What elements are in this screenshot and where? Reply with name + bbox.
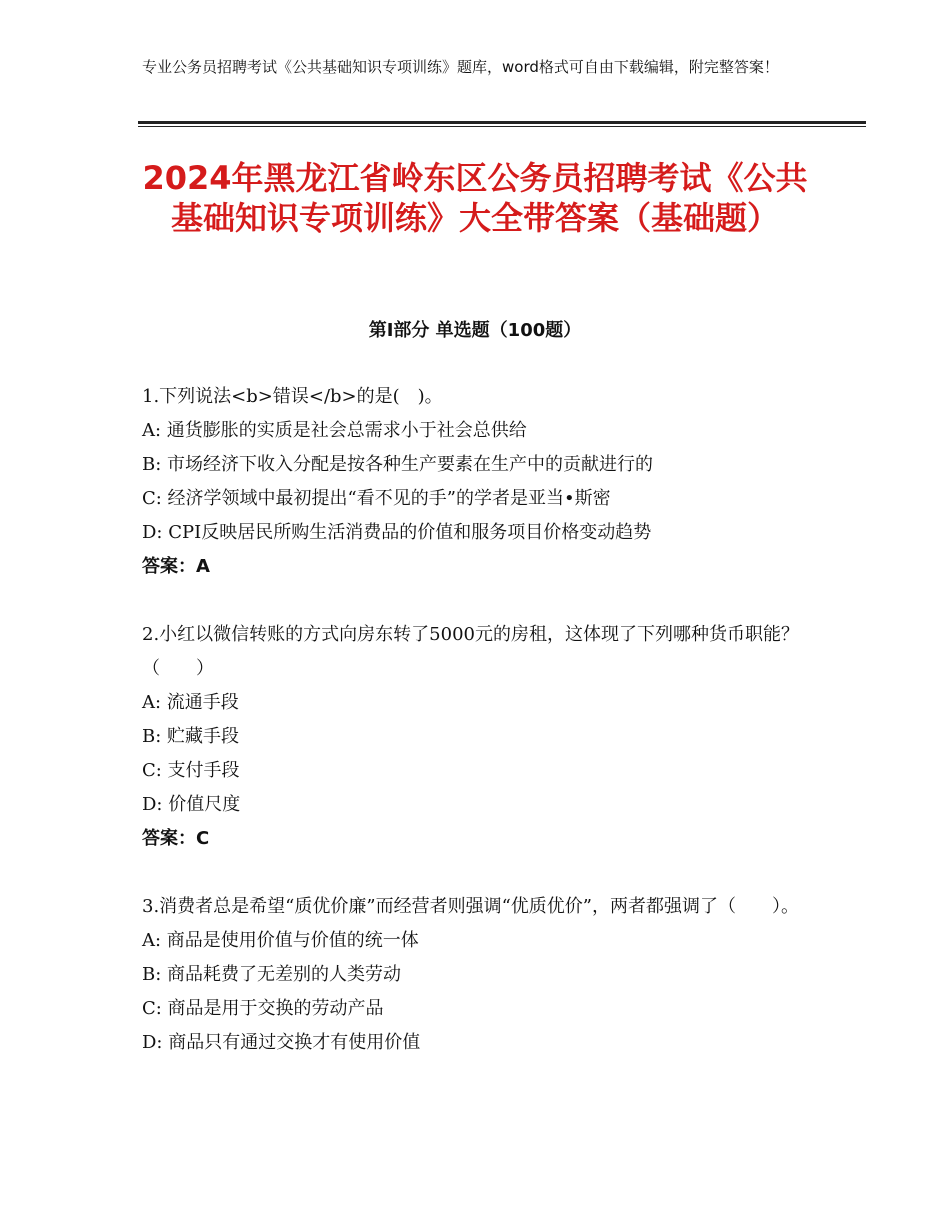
question-stem: 1.下列说法<b>错误</b>的是( )。 bbox=[142, 386, 443, 407]
question-1 bbox=[142, 380, 812, 584]
header-divider-thin bbox=[138, 126, 866, 127]
option-d: D: 价值尺度 bbox=[142, 794, 241, 815]
option-c: C: 支付手段 bbox=[142, 760, 240, 781]
option-c: C: 商品是用于交换的劳动产品 bbox=[142, 998, 384, 1019]
option-d: D: CPI反映居民所购生活消费品的价值和服务项目价格变动趋势 bbox=[142, 522, 652, 543]
option-b: B: 商品耗费了无差别的人类劳动 bbox=[142, 964, 402, 985]
section-heading: 第I部分 单选题（100题） bbox=[368, 320, 582, 341]
option-b: B: 贮藏手段 bbox=[142, 726, 240, 747]
document-title: 2024年黑龙江省岭东区公务员招聘考试《公共基础知识专项训练》大全带答案（基础题） bbox=[142, 159, 808, 237]
question-2 bbox=[142, 618, 812, 856]
question-stem: 3.消费者总是希望“质优价廉”而经营者则强调“优质优价”，两者都强调了（ ）。 bbox=[142, 896, 799, 917]
question-stem: 2.小红以微信转账的方式向房东转了5000元的房租，这体现了下列哪种货币职能？（ ） bbox=[142, 624, 799, 679]
header-note: 专业公务员招聘考试《公共基础知识专项训练》题库，word格式可自由下载编辑，附完整答案！ bbox=[142, 58, 779, 76]
question-list bbox=[142, 380, 812, 1094]
option-a: A: 流通手段 bbox=[142, 692, 239, 713]
option-a: A: 通货膨胀的实质是社会总需求小于社会总供给 bbox=[142, 420, 527, 441]
option-b: B: 市场经济下收入分配是按各种生产要素在生产中的贡献进行的 bbox=[142, 454, 654, 475]
question-3 bbox=[142, 890, 812, 1060]
option-d: D: 商品只有通过交换才有使用价值 bbox=[142, 1032, 421, 1053]
option-a: A: 商品是使用价值与价值的统一体 bbox=[142, 930, 419, 951]
answer: 答案：C bbox=[142, 828, 210, 849]
option-c: C: 经济学领域中最初提出“看不见的手”的学者是亚当•斯密 bbox=[142, 488, 611, 509]
header-divider bbox=[138, 121, 866, 124]
answer: 答案：A bbox=[142, 556, 210, 577]
